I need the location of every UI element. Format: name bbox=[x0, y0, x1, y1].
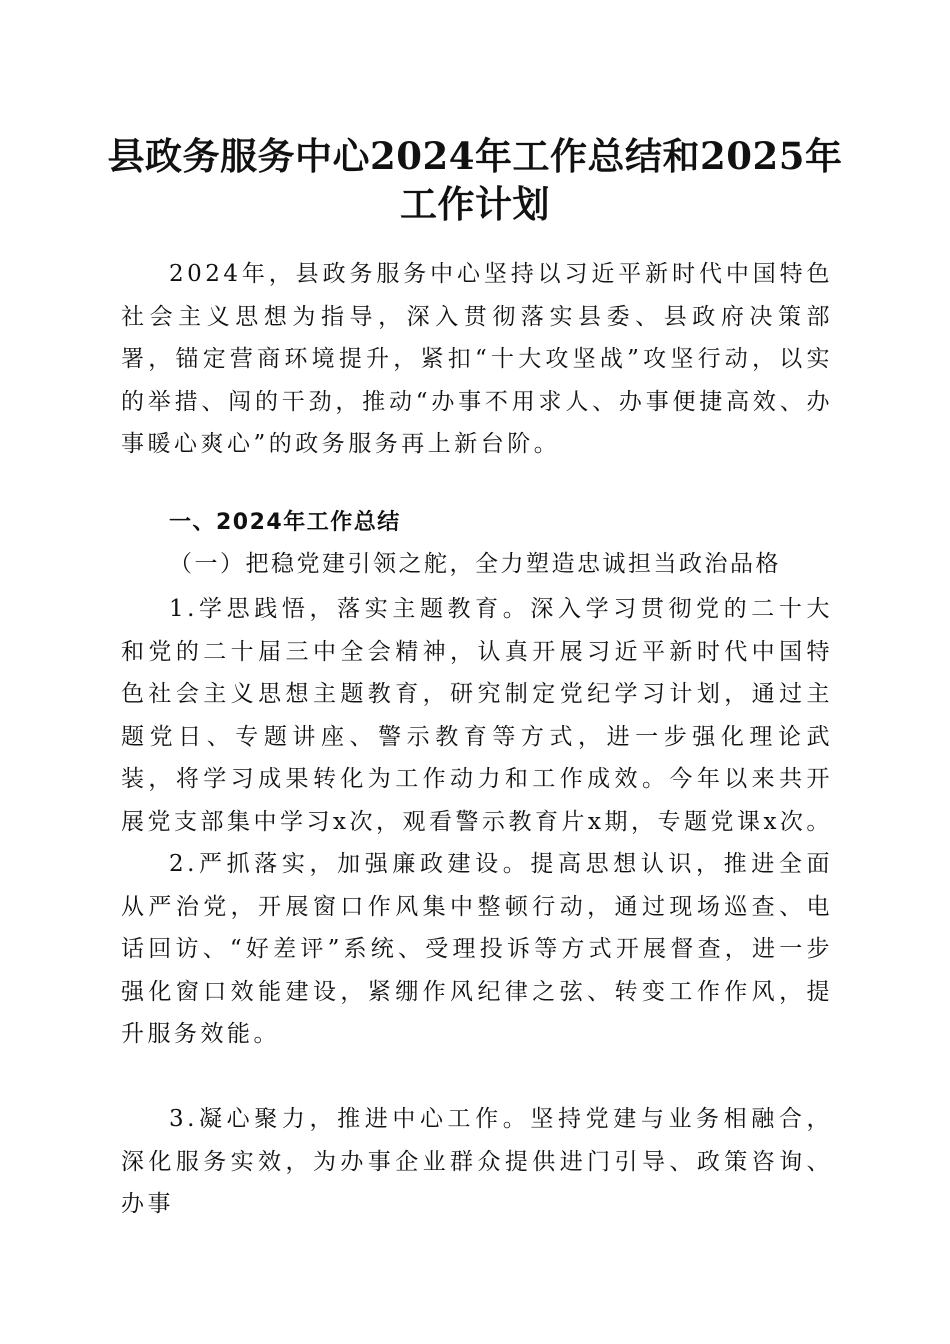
paragraph-item-3: 3.凝心聚力，推进中心工作。坚持党建与业务相融合，深化服务实效，为办事企业群众提供进门引导、政策咨询、办事 bbox=[121, 1106, 833, 1217]
section-heading-summary: 一、2024年工作总结 bbox=[169, 510, 401, 535]
paragraph-item-2: 2.严抓落实，加强廉政建设。提高思想认识，推进全面从严治党，开展窗口作风集中整顿行动，通过现场巡查、电话回访、“好差评”系统、受理投诉等方式开展督查，进一步强化窗口效能建设，紧绷作风纪律之弦、转变工作作风，提升服务效能。 bbox=[121, 851, 833, 1047]
intro-paragraph: 2024年，县政务服务中心坚持以习近平新时代中国特色社会主义思想为指导，深入贯彻落实县委、县政府决策部署，锚定营商环境提升，紧扣“十大攻坚战”攻坚行动，以实的举措、闯的干劲，推动“办事不用求人、办事便捷高效、办事暖心爽心”的政务服务再上新台阶。 bbox=[121, 261, 833, 457]
document-title: 县政务服务中心2024年工作总结和2025年工作计划 bbox=[107, 134, 843, 226]
subsection-heading-party-building: （一）把稳党建引领之舵，全力塑造忠诚担当政治品格 bbox=[169, 551, 781, 577]
paragraph-item-1: 1.学思践悟，落实主题教育。深入学习贯彻党的二十大和党的二十届三中全会精神，认真开展习近平新时代中国特色社会主义思想主题教育，研究制定党纪学习计划，通过主题党日、专题讲座、警示教育等方式，进一步强化理论武装，将学习成果转化为工作动力和工作成效。今年以来共开展党支部集中学习x次，观看警示教育片x期，专题党课x次。 bbox=[121, 596, 833, 835]
